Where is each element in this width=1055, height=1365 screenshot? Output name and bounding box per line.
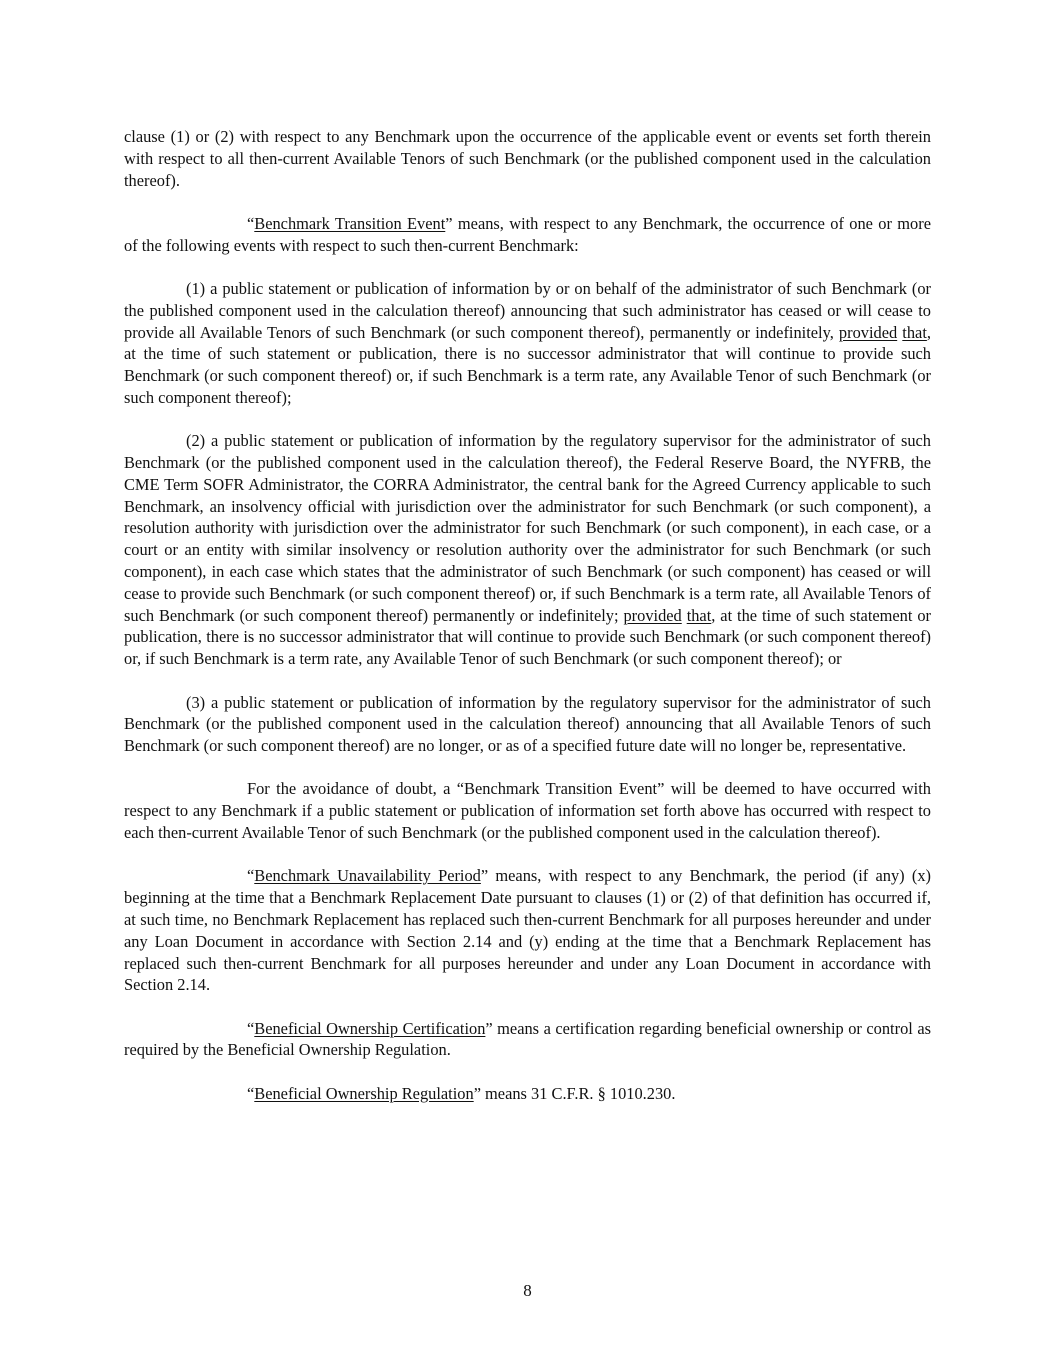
provided-term: provided xyxy=(623,605,682,625)
list-item-1 xyxy=(124,278,931,409)
defined-term: Beneficial Ownership Certification xyxy=(254,1018,486,1038)
definition-benchmark-unavailability-period xyxy=(124,865,931,996)
item-text-a: (1) a public statement or publication of information by or on behalf of the administrator of such Benchmark (or the published component used in the calculation thereof) announcing that such administrator has ceased or will cease to provide all Available Tenors of such Benchmark (or such component thereof), permanently or indefinitely, xyxy=(124,278,931,342)
definition-text: ” means 31 C.F.R. § 1010.230. xyxy=(473,1083,676,1103)
open-quote: “ xyxy=(247,866,255,886)
open-quote: “ xyxy=(247,1018,255,1038)
that-term: that xyxy=(686,605,712,625)
list-item-2 xyxy=(124,430,931,670)
definition-beneficial-ownership-certification xyxy=(124,1018,931,1062)
list-item-3: (3) a public statement or publication of information by the regulatory supervisor for the administrator of such Benchmark (or the published component used in the calculation thereof) announcing that all Available Tenors of such Benchmark (or such component thereof) are no longer, or as of a specified future date will no longer be, representative. xyxy=(124,692,931,756)
open-quote: “ xyxy=(247,1083,255,1103)
defined-term: Benchmark Unavailability Period xyxy=(254,866,481,886)
definition-text: ” means, with respect to any Benchmark, the period (if any) (x) beginning at the time that a Benchmark Replacement Date pursuant to clauses (1) or (2) of that definition has occurred if, at such time, no Benchmark Replacement has replaced such then-current Benchmark for all purposes hereunder and under any Loan Document in accordance with Section 2.14 and (y) ending at the time that a Benchmark Replacement has replaced such then-current Benchmark for all purposes hereunder and under any Loan Document in accordance with Section 2.14. xyxy=(124,866,931,995)
document-page xyxy=(124,126,931,1126)
provided-term: provided xyxy=(838,322,898,342)
that-term: that xyxy=(902,322,927,342)
item-text-b: , at the time of such statement or publication, there is no successor administrator that will continue to provide such Benchmark (or such component thereof) or, if such Benchmark is a term rate, any Available Tenor of such Benchmark (or such component thereof); xyxy=(124,322,931,407)
open-quote: “ xyxy=(247,213,255,233)
paragraph-clause-continuation: clause (1) or (2) with respect to any Benchmark upon the occurrence of the applicable event or events set forth therein with respect to all then-current Available Tenors of such Benchmark (or the published component used in the calculation thereof). xyxy=(124,127,931,190)
defined-term: Beneficial Ownership Regulation xyxy=(254,1083,474,1103)
definition-text: ” means a certification regarding beneficial ownership or control as required by the Beneficial Ownership Regulation. xyxy=(124,1018,931,1060)
definition-benchmark-transition-event xyxy=(124,213,931,257)
item-text-a: (2) a public statement or publication of information by the regulatory supervisor for the administrator of such Benchmark (or the published component used in the calculation thereof), the Federal Reserve Board, the NYFRB, the CME Term SOFR Administrator, the CORRA Administrator, the central bank for the Agreed Currency applicable to such Benchmark, an insolvency official with jurisdiction over the administrator for such Benchmark (or such component), a resolution authority with jurisdiction over the administrator for such Benchmark (or such component), in each case, or a court or an entity with similar insolvency or resolution authority over the administrator for such Benchmark (or such component), in each case which states that the administrator of such Benchmark (or such component) has ceased or will cease to provide such Benchmark (or such component thereof) or, if such Benchmark is a term rate, all Available Tenors of such Benchmark (or such component thereof) permanently or indefinitely; xyxy=(124,431,931,625)
page-number: 8 xyxy=(523,1281,532,1300)
definition-beneficial-ownership-regulation xyxy=(124,1083,931,1105)
defined-term: Benchmark Transition Event xyxy=(254,213,446,233)
paragraph-avoidance-of-doubt: For the avoidance of doubt, a “Benchmark Transition Event” will be deemed to have occurred with respect to any Benchmark if a public statement or publication of information set forth above has occurred with respect to each then-current Available Tenor of such Benchmark (or the published component used in the calculation thereof). xyxy=(124,779,931,843)
item-text-b: , at the time of such statement or publication, there is no successor administrator that will continue to provide such Benchmark (or such component thereof) or, if such Benchmark is a term rate, any Available Tenor of such Benchmark (or such component thereof); or xyxy=(124,605,931,669)
definition-text: ” means, with respect to any Benchmark, the occurrence of one or more of the following events with respect to such then-current Benchmark: xyxy=(124,213,931,255)
